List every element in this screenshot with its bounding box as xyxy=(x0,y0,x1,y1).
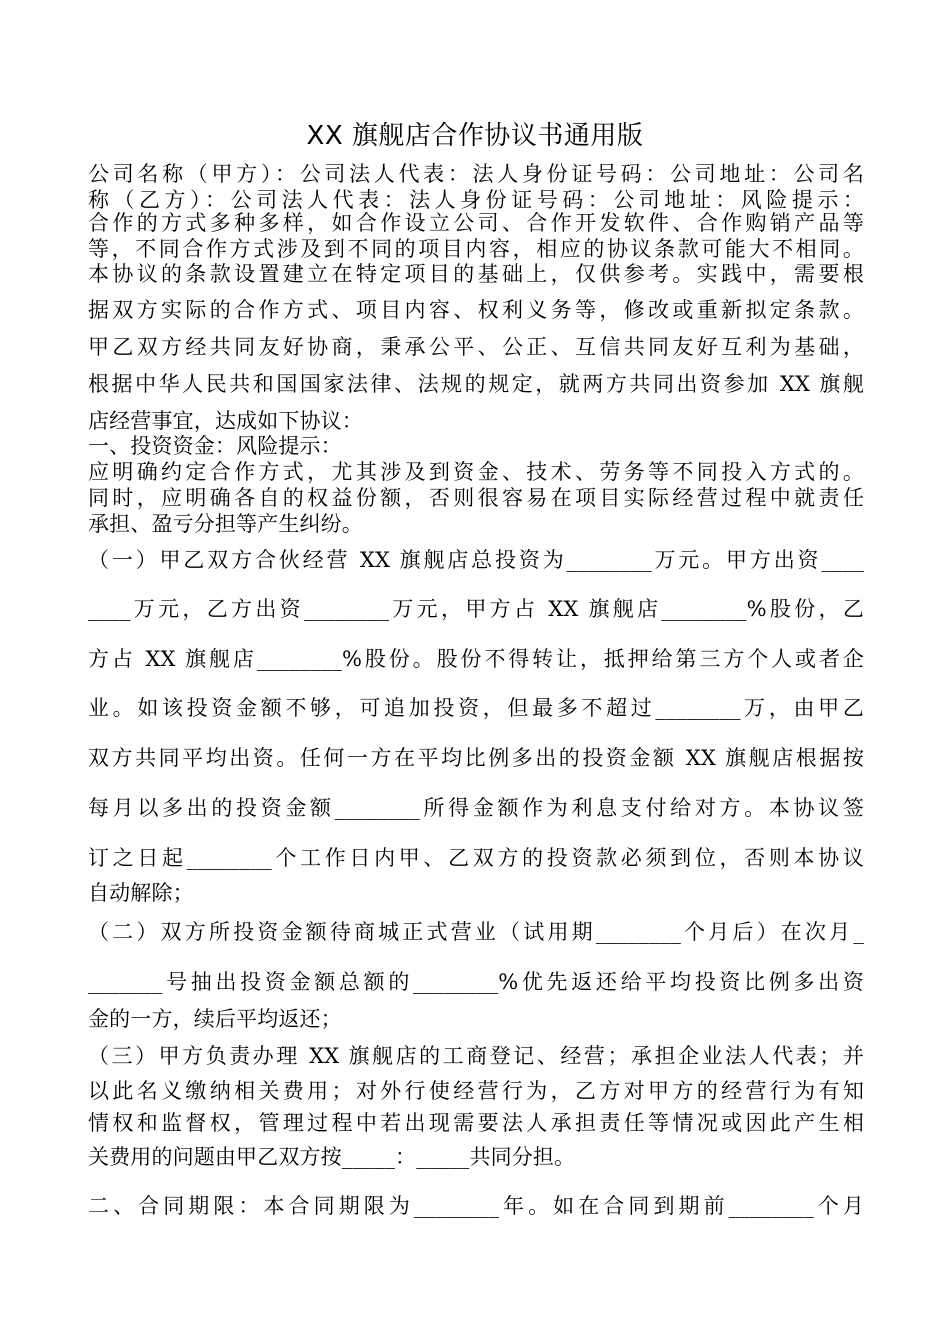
text-line: 双方共同平均出资。任何一方在平均比例多出的投资金额 XX 旗舰店根据按 xyxy=(88,746,864,770)
text-line: 公司名称（甲方）：公司法人代表：法人身份证号码：公司地址：公司名 xyxy=(88,162,864,186)
text-line: （二）双方所投资金额待商城正式营业（试用期________个月后）在次月_ xyxy=(88,920,864,944)
text-line: 等，不同合作方式涉及到不同的项目内容，相应的协议条款可能大不相同。 xyxy=(88,237,864,261)
text-line: 每月以多出的投资金额________所得金额作为利息支付给对方。本协议签 xyxy=(88,796,864,820)
text-line: 同时，应明确各自的权益份额，否则很容易在项目实际经营过程中就责任 xyxy=(88,486,864,510)
text-line: _______号抽出投资金额总额的________%优先返还给平均投资比例多出资 xyxy=(88,970,864,994)
text-line: 本协议的条款设置建立在特定项目的基础上，仅供参考。实践中，需要根 xyxy=(88,262,864,286)
text-line: 合作的方式多种多样，如合作设立公司、合作开发软件、合作购销产品等 xyxy=(88,211,864,235)
text-line: 承担、盈亏分担等产生纠纷。 xyxy=(88,512,363,536)
text-line: 方占 XX 旗舰店________%股份。股份不得转让，抵押给第三方个人或者企 xyxy=(88,647,864,671)
text-line: 店经营事宜，达成如下协议： xyxy=(88,409,363,433)
text-line: 应明确约定合作方式，尤其涉及到资金、技术、劳务等不同投入方式的。 xyxy=(88,460,864,484)
text-line: 二、合同期限：本合同期限为________年。如在合同到期前________个月 xyxy=(88,1194,864,1218)
text-line: （三）甲方负责办理 XX 旗舰店的工商登记、经营；承担企业法人代表；并 xyxy=(88,1044,864,1068)
text-line: 一、投资资金：风险提示： xyxy=(88,434,342,458)
text-line: 以此名义缴纳相关费用；对外行使经营行为，乙方对甲方的经营行为有知 xyxy=(88,1079,864,1103)
text-line: 称（乙方）：公司法人代表：法人身份证号码：公司地址：风险提示： xyxy=(88,188,864,212)
text-line: 甲乙双方经共同友好协商，秉承公平、公正、互信共同友好互利为基础， xyxy=(88,335,864,359)
document-title: XX 旗舰店合作协议书通用版 xyxy=(306,121,644,151)
text-line: （一）甲乙双方合伙经营 XX 旗舰店总投资为________万元。甲方出资____ xyxy=(88,548,864,572)
text-line: 金的一方，续后平均返还； xyxy=(88,1007,342,1031)
text-line: ____万元，乙方出资________万元，甲方占 XX 旗舰店________%股份，乙 xyxy=(88,597,864,621)
text-line: 订之日起________个工作日内甲、乙双方的投资款必须到位，否则本协议 xyxy=(88,846,864,870)
text-line: 据双方实际的合作方式、项目内容、权利义务等，修改或重新拟定条款。 xyxy=(88,298,864,322)
text-line: 关费用的问题由甲乙双方按_____：_____共同分担。 xyxy=(88,1145,576,1169)
text-line: 根据中华人民共和国国家法律、法规的规定，就两方共同出资参加 XX 旗舰 xyxy=(88,372,864,396)
text-line: 业。如该投资金额不够，可追加投资，但最多不超过________万，由甲乙 xyxy=(88,696,864,720)
text-line: 情权和监督权，管理过程中若出现需要法人承担责任等情况或因此产生相 xyxy=(88,1111,864,1135)
text-line: 自动解除； xyxy=(88,881,194,905)
